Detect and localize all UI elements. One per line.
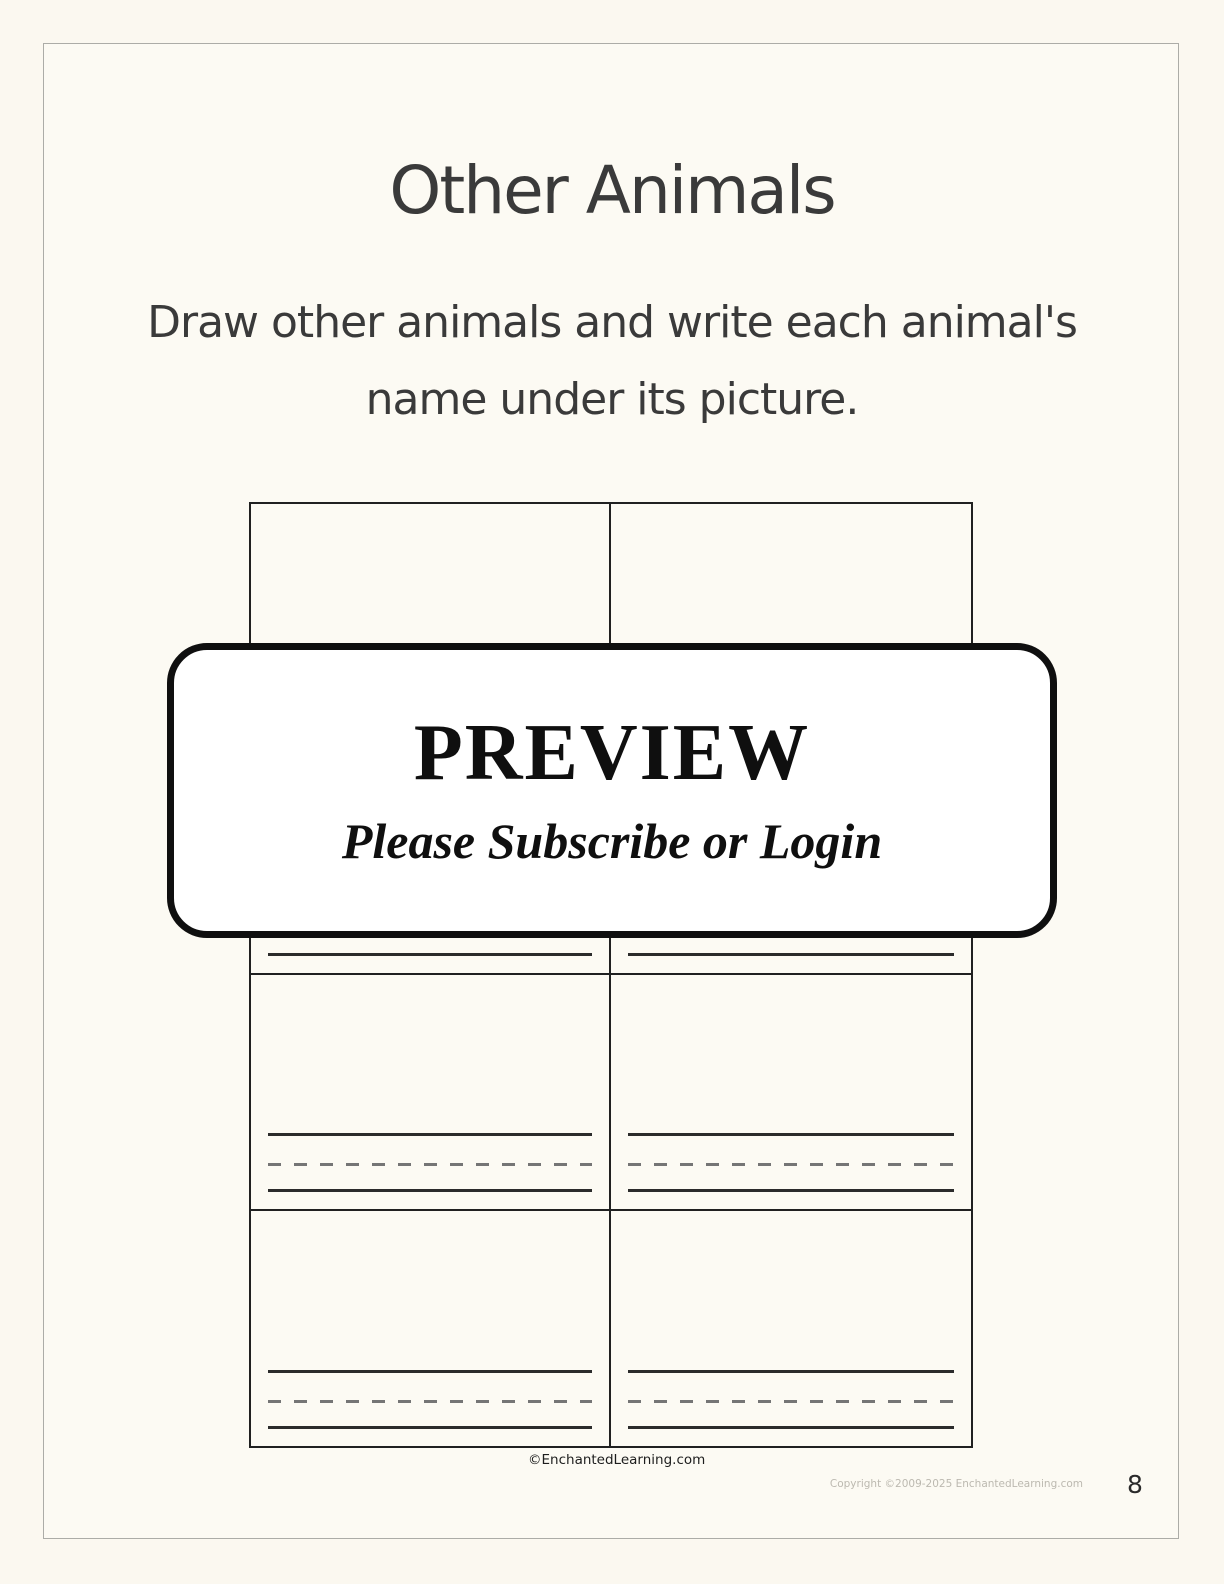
writing-line-solid-top (268, 1133, 592, 1136)
instructions-line-1: Draw other animals and write each animal's (147, 297, 1077, 348)
preview-title: PREVIEW (413, 709, 811, 797)
copyright-text: Copyright ©2009-2025 EnchantedLearning.com (829, 1478, 1083, 1490)
writing-line-solid-bottom (268, 953, 592, 956)
writing-line-dashed-middle (628, 1400, 954, 1403)
drawing-cell-8 (611, 1211, 971, 1447)
writing-line-dashed-middle (268, 1400, 592, 1403)
instructions-line-2: name under its picture. (365, 374, 859, 425)
preview-subscribe-login-text: Please Subscribe or Login (341, 813, 883, 869)
writing-line-solid-top (268, 1370, 592, 1373)
instructions (62, 284, 1162, 438)
grid-credit: ©EnchantedLearning.com (528, 1452, 706, 1468)
page-number: 8 (1127, 1470, 1143, 1499)
drawing-cell-6 (611, 975, 971, 1211)
page-title: Other Animals (389, 152, 835, 229)
writing-line-solid-bottom (628, 1426, 954, 1429)
drawing-cell-7 (251, 1211, 611, 1447)
writing-line-dashed-middle (268, 1163, 592, 1166)
writing-line-solid-bottom (268, 1426, 592, 1429)
writing-line-solid-bottom (628, 1189, 954, 1192)
writing-line-solid-top (628, 1370, 954, 1373)
writing-line-solid-bottom (268, 1189, 592, 1192)
preview-overlay (167, 643, 1057, 938)
writing-line-solid-bottom (628, 953, 954, 956)
drawing-cell-5 (251, 975, 611, 1211)
writing-line-dashed-middle (628, 1163, 954, 1166)
writing-line-solid-top (628, 1133, 954, 1136)
